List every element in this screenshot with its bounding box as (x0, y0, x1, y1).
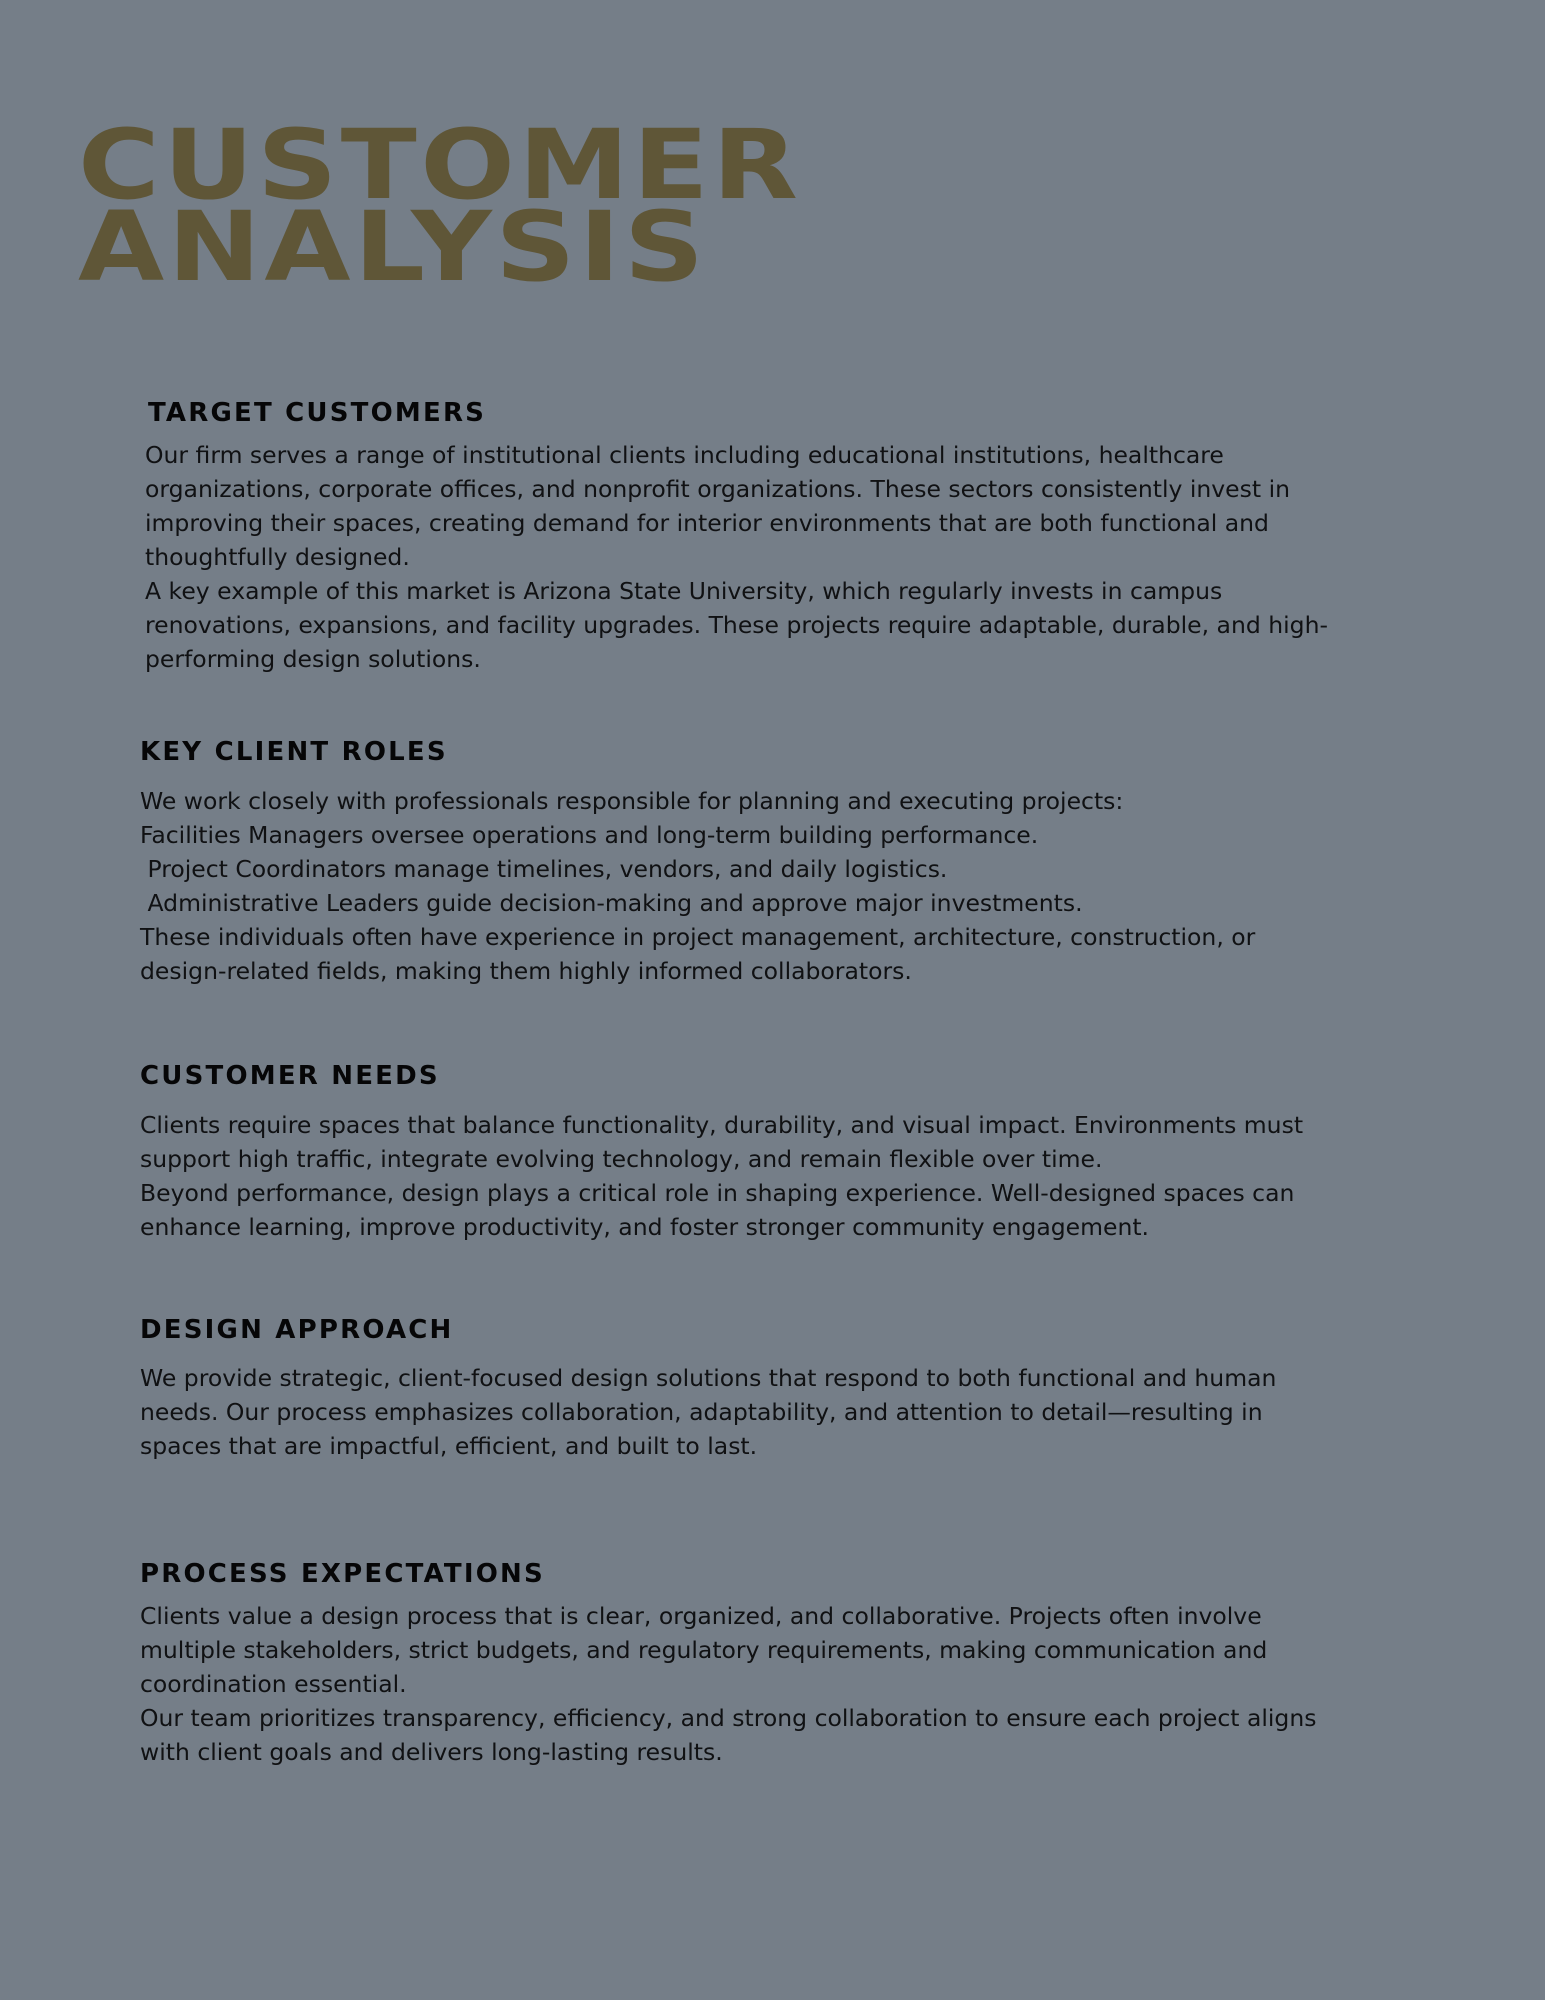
section-heading: TARGET CUSTOMERS (148, 398, 487, 428)
section-key-client-roles (140, 735, 1410, 988)
section-body: Clients require spaces that balance functionality, durability, and visual impact. Environments must support high traffic, integrate evolving technology, and remain flexible over time. Beyond performance, design plays a critical role in shaping experience. Well-designed spaces can enhance learning, improve productivity, and foster stronger community engagement. (140, 1111, 1304, 1241)
page-title-line-2: ANALYSIS (78, 191, 708, 303)
section-body: Our firm serves a range of institutional clients including educational institutions, healthcare organizations, corporate offices, and nonprofit organizations. These sectors consistently invest in improving their spaces, creating demand for interior environments that are both functional and thoughtfully designed. A key example of this market is Arizona State University, which regularly invests in campus renovations, expansions, and facility upgrades. These projects require adaptable, durable, and high- performing design solutions. (145, 441, 1328, 673)
page-title-line-1: CUSTOMER (78, 109, 802, 221)
section-body: We work closely with professionals responsible for planning and executing projects: Facilities Managers oversee operations and long-term building performance. Project Coordinators manage timelines, vendors, and daily logistics. Administrative Leaders guide decision-making and approve major investments. These individuals often have experience in project management, architecture, construction, or design-related fields, making them highly informed collaborators. (140, 787, 1256, 985)
section-target-customers (145, 396, 1418, 676)
section-body: We provide strategic, client-focused design solutions that respond to both functional and human needs. Our process emphasizes collaboration, adaptability, and attention to detail—resulting in spaces that are impactful, efficient, and built to last. (140, 1364, 1277, 1460)
section-body: Clients value a design process that is clear, organized, and collaborative. Projects often involve multiple stakeholders, strict budgets, and regulatory requirements, making communication and coordination essential. Our team prioritizes transparency, efficiency, and strong collaboration to ensure each project aligns with client goals and delivers long-lasting results. (140, 1602, 1317, 1766)
page-title (78, 109, 802, 303)
section-heading: CUSTOMER NEEDS (140, 1061, 440, 1091)
section-heading: DESIGN APPROACH (140, 1315, 454, 1345)
section-heading: PROCESS EXPECTATIONS (140, 1559, 545, 1589)
section-heading: KEY CLIENT ROLES (140, 737, 448, 767)
section-design-approach (140, 1313, 1410, 1463)
section-customer-needs (140, 1059, 1410, 1244)
section-process-expectations (140, 1557, 1410, 1769)
